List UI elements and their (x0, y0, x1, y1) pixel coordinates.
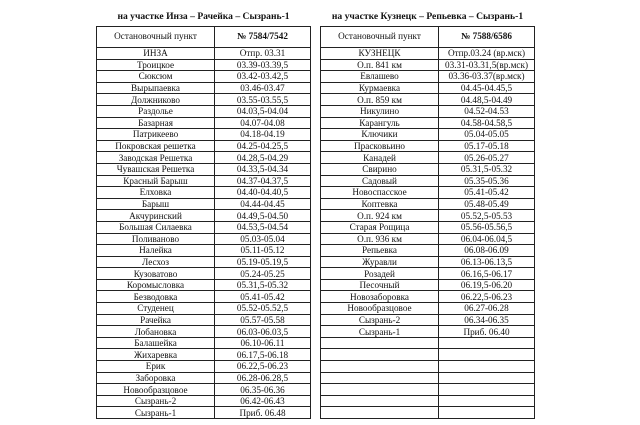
table-row (321, 129, 535, 141)
table-row (321, 245, 535, 257)
stop-name-cell: Налейка (97, 245, 215, 257)
stop-name-cell: Ерик (97, 361, 215, 373)
time-cell: 06.03-06.03,5 (215, 326, 311, 338)
time-cell: 05.48-05.49 (439, 198, 535, 210)
stop-name-cell: Никулино (321, 105, 439, 117)
table-row (97, 105, 311, 117)
stop-name-cell (321, 337, 439, 349)
time-cell: 05.03-05.04 (215, 233, 311, 245)
column-header-train: № 7584/7542 (215, 27, 311, 48)
stop-name-cell: Барыш (97, 198, 215, 210)
column-header-stop: Остановочный пункт (321, 27, 439, 48)
stop-name-cell: Патрикеево (97, 129, 215, 141)
table-row (321, 71, 535, 83)
stop-name-cell: Новообразцовое (321, 303, 439, 315)
stop-name-cell: Студенец (97, 303, 215, 315)
time-cell: 03.39-03.39,5 (215, 59, 311, 71)
stop-name-cell: Лобановка (97, 326, 215, 338)
time-cell (439, 395, 535, 407)
time-cell: 06.19,5-06.20 (439, 279, 535, 291)
stop-name-cell (321, 372, 439, 384)
stop-name-cell: Жихаревка (97, 349, 215, 361)
time-cell: 04.18-04.19 (215, 129, 311, 141)
stop-name-cell: ИНЗА (97, 48, 215, 60)
time-cell: Отпр. 03.31 (215, 48, 311, 60)
stop-name-cell: Новоспасское (321, 187, 439, 199)
table-row (97, 303, 311, 315)
table-row (321, 140, 535, 152)
stop-name-cell: Журавли (321, 256, 439, 268)
stop-name-cell (321, 361, 439, 373)
stop-name-cell: Новозаборовка (321, 291, 439, 303)
stop-name-cell: Канадей (321, 152, 439, 164)
time-cell: 05.24-05.25 (215, 268, 311, 280)
table-row (97, 372, 311, 384)
table-row (321, 152, 535, 164)
time-cell (439, 361, 535, 373)
time-cell: 03.42-03.42,5 (215, 71, 311, 83)
stop-name-cell: Ключики (321, 129, 439, 141)
time-cell: 04.48,5-04.49 (439, 94, 535, 106)
stop-name-cell: Евлашево (321, 71, 439, 83)
time-cell: 05.04-05.05 (439, 129, 535, 141)
stop-name-cell: Старая Рощица (321, 221, 439, 233)
time-cell: 05.35-05.36 (439, 175, 535, 187)
table-caption: на участке Кузнецк – Репьевка – Сызрань-1 (331, 11, 524, 22)
stop-name-cell (321, 395, 439, 407)
table-row (321, 59, 535, 71)
table-row (321, 361, 535, 373)
time-cell: 05.41-05.42 (439, 187, 535, 199)
time-cell: 06.27-06.28 (439, 303, 535, 315)
table-row (97, 256, 311, 268)
stop-name-cell: Коптевка (321, 198, 439, 210)
table-row (97, 326, 311, 338)
table-row (321, 163, 535, 175)
stop-name-cell (321, 349, 439, 361)
time-cell: 03.46-03.47 (215, 82, 311, 94)
stop-name-cell: Балашейка (97, 337, 215, 349)
stop-name-cell: Карангуль (321, 117, 439, 129)
time-cell: 04.07-04.08 (215, 117, 311, 129)
time-cell: 06.17,5-06.18 (215, 349, 311, 361)
schedule-table-inza (96, 10, 311, 419)
time-cell: 03.31-03.31,5(вр.мск) (439, 59, 535, 71)
stop-name-cell: О.п. 936 км (321, 233, 439, 245)
stop-name-cell: О.п. 841 км (321, 59, 439, 71)
stop-name-cell: Сызрань-2 (97, 395, 215, 407)
stop-name-cell: О.п. 924 км (321, 210, 439, 222)
time-cell: 04.40-04.40,5 (215, 187, 311, 199)
stop-name-cell: Песочный (321, 279, 439, 291)
stop-name-cell: Безводовка (97, 291, 215, 303)
stop-name-cell: Троицкое (97, 59, 215, 71)
table-row (321, 233, 535, 245)
table-row (97, 337, 311, 349)
stop-name-cell: О.п. 859 км (321, 94, 439, 106)
table-row (97, 59, 311, 71)
table-row (97, 314, 311, 326)
stop-name-cell: Рачейка (97, 314, 215, 326)
time-cell: 05.31,5-05.32 (215, 279, 311, 291)
stop-name-cell: Репьевка (321, 245, 439, 257)
table-row (97, 349, 311, 361)
table-row (321, 268, 535, 280)
stop-name-cell: Курмаевка (321, 82, 439, 94)
time-cell: 05.26-05.27 (439, 152, 535, 164)
table-row (97, 129, 311, 141)
time-cell (439, 384, 535, 396)
time-cell (439, 349, 535, 361)
table-row (97, 48, 311, 60)
stop-name-cell: Раздолье (97, 105, 215, 117)
table-row (321, 94, 535, 106)
time-cell: 06.34-06.35 (439, 314, 535, 326)
time-cell: 05.19-05.19,5 (215, 256, 311, 268)
table-row (321, 187, 535, 199)
table-row (321, 105, 535, 117)
stop-name-cell: Розадей (321, 268, 439, 280)
table-row (321, 372, 535, 384)
table-row (97, 221, 311, 233)
time-cell (439, 372, 535, 384)
table-row (97, 361, 311, 373)
stop-name-cell: Коромысловка (97, 279, 215, 291)
stop-name-cell: Свирино (321, 163, 439, 175)
stop-name-cell: Покровская решетка (97, 140, 215, 152)
time-cell: 05.52,5-05.53 (439, 210, 535, 222)
stop-name-cell: Сызрань-2 (321, 314, 439, 326)
table-row (97, 395, 311, 407)
table-row (97, 152, 311, 164)
table-row (97, 94, 311, 106)
stop-name-cell: Садовый (321, 175, 439, 187)
time-cell: 05.52-05.52,5 (215, 303, 311, 315)
time-cell: 05.56-05.56,5 (439, 221, 535, 233)
stop-name-cell: Новообразцовое (97, 384, 215, 396)
column-header-stop: Остановочный пункт (97, 27, 215, 48)
table-row (321, 117, 535, 129)
table-row (321, 210, 535, 222)
table-row (321, 175, 535, 187)
table-row (97, 279, 311, 291)
time-cell: 04.37-04.37,5 (215, 175, 311, 187)
time-cell: 06.22,5-06.23 (439, 291, 535, 303)
time-cell: 06.10-06.11 (215, 337, 311, 349)
time-cell: 06.42-06.43 (215, 395, 311, 407)
table-row (321, 291, 535, 303)
time-cell: 05.57-05.58 (215, 314, 311, 326)
time-cell: 06.16,5-06.17 (439, 268, 535, 280)
table-row (97, 245, 311, 257)
table-row (321, 337, 535, 349)
table-row (97, 175, 311, 187)
stop-name-cell: Сюксюм (97, 71, 215, 83)
table-row (97, 140, 311, 152)
table-row (321, 256, 535, 268)
time-cell: 04.49,5-04.50 (215, 210, 311, 222)
table-row (321, 198, 535, 210)
time-cell: 06.04-06.04,5 (439, 233, 535, 245)
table-row (97, 268, 311, 280)
time-cell: 05.41-05.42 (215, 291, 311, 303)
time-cell: 06.22,5-06.23 (215, 361, 311, 373)
time-cell: 04.53,5-04.54 (215, 221, 311, 233)
stop-name-cell: Должниково (97, 94, 215, 106)
stop-name-cell: Большая Силаевка (97, 221, 215, 233)
stop-name-cell: КУЗНЕЦК (321, 48, 439, 60)
table-row (97, 71, 311, 83)
stop-name-cell: Заборовка (97, 372, 215, 384)
stop-name-cell: Акчуринский (97, 210, 215, 222)
time-cell: 05.17-05.18 (439, 140, 535, 152)
table-body (97, 48, 311, 419)
table-row (321, 221, 535, 233)
table-caption: на участке Инза – Рачейка – Сызрань-1 (117, 11, 290, 22)
table-row (97, 187, 311, 199)
table-row (321, 48, 535, 60)
time-cell: 04.03,5-04.04 (215, 105, 311, 117)
table-row (321, 82, 535, 94)
stop-name-cell: Заводская Решетка (97, 152, 215, 164)
time-cell (439, 337, 535, 349)
table-row (97, 163, 311, 175)
time-cell: 06.28-06.28,5 (215, 372, 311, 384)
time-cell: 04.58-04.58,5 (439, 117, 535, 129)
stop-name-cell: Чувашская Решетка (97, 163, 215, 175)
time-cell: Отпр.03.24 (вр.мск) (439, 48, 535, 60)
stop-name-cell: Лесхоз (97, 256, 215, 268)
stop-name-cell: Красный Барыш (97, 175, 215, 187)
table-row (321, 303, 535, 315)
table-row (321, 384, 535, 396)
time-cell: 05.31,5-05.32 (439, 163, 535, 175)
column-header-train: № 7588/6586 (439, 27, 535, 48)
stop-name-cell: Сызрань-1 (97, 407, 215, 419)
table-row (97, 407, 311, 419)
table-row (321, 279, 535, 291)
time-cell: 05.11-05.12 (215, 245, 311, 257)
table-row (97, 291, 311, 303)
time-cell: Приб. 06.48 (215, 407, 311, 419)
stop-name-cell (321, 384, 439, 396)
table-row (321, 407, 535, 419)
stop-name-cell: Кузоватово (97, 268, 215, 280)
stop-name-cell: Поливаново (97, 233, 215, 245)
time-cell: 03.55-03.55,5 (215, 94, 311, 106)
table-row (97, 117, 311, 129)
table-row (321, 326, 535, 338)
table-row (97, 233, 311, 245)
stop-name-cell (321, 407, 439, 419)
stop-name-cell: Елховка (97, 187, 215, 199)
time-cell: 04.52-04.53 (439, 105, 535, 117)
time-cell: 04.44-04.45 (215, 198, 311, 210)
table-row (97, 210, 311, 222)
table-row (321, 314, 535, 326)
time-cell: 06.08-06.09 (439, 245, 535, 257)
table-row (97, 82, 311, 94)
table-row (97, 384, 311, 396)
table-row (97, 198, 311, 210)
table-row (321, 395, 535, 407)
time-cell: 03.36-03.37(вр.мск) (439, 71, 535, 83)
schedule-table-kuznetsk (320, 10, 535, 419)
stop-name-cell: Вырыпаевка (97, 82, 215, 94)
table-body (321, 48, 535, 419)
time-cell: 04.25-04.25,5 (215, 140, 311, 152)
time-cell: 06.35-06.36 (215, 384, 311, 396)
time-cell: 04.45-04.45,5 (439, 82, 535, 94)
time-cell: 04.28,5-04.29 (215, 152, 311, 164)
stop-name-cell: Сызрань-1 (321, 326, 439, 338)
time-cell: 06.13-06.13,5 (439, 256, 535, 268)
time-cell: 04.33,5-04.34 (215, 163, 311, 175)
stop-name-cell: Базарная (97, 117, 215, 129)
time-cell (439, 407, 535, 419)
time-cell: Приб. 06.40 (439, 326, 535, 338)
table-row (321, 349, 535, 361)
stop-name-cell: Прасковьино (321, 140, 439, 152)
